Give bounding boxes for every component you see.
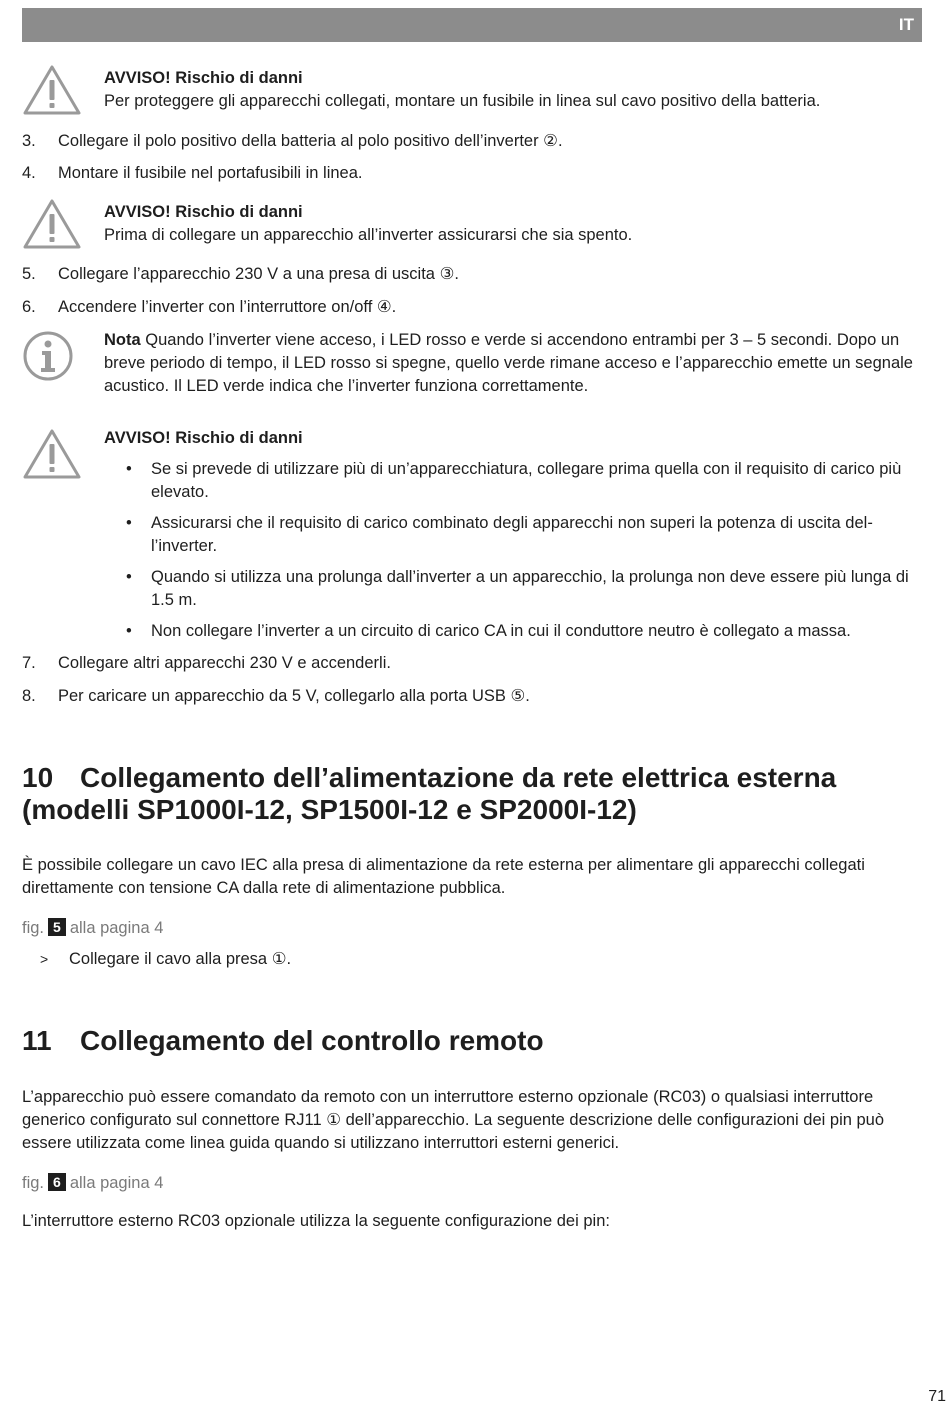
step-number: 3. [22, 132, 36, 150]
section-paragraph: L’apparecchio può essere comandato da remoto con un interruttore esterno opzionale (RC03) o qualsiasi interruttore generico configurato sul connettore RJ11 ① dell’apparecchio. La seguente descrizione delle configurazioni dei pin può essere utilizzata come linea guida quando si utilizzano interruttori esterni generici. [22, 1088, 885, 1152]
step-text: Collegare altri apparecchi 230 V e accenderli. [58, 654, 391, 672]
bullet-text: Non collegare l’inverter a un circuito di carico CA in cui il conduttore neutro è collegato a massa. [151, 622, 851, 640]
warning-icon [22, 198, 82, 250]
warning-text: Per proteggere gli apparecchi collegati, montare un fusibile in linea sul cavo positivo della batteria. [104, 92, 821, 110]
bullet-text: Assicurarsi che il requisito di carico combinato degli apparecchi non superi la potenza di uscita dell’inverter. [151, 514, 873, 555]
note-text: Quando l’inverter viene acceso, i LED rosso e verde si accendono entrambi per 3 – 5 secondi. Dopo un breve periodo di tempo, il LED rosso si spegne, quello verde rimane acceso e l’apparecchio emette un segnale acustico. Il LED verde indica che l’inverter funziona correttamente. [104, 331, 913, 395]
step-number: 7. [22, 654, 36, 672]
figure-prefix: fig. [22, 1174, 45, 1192]
bullet-dot: • [126, 460, 132, 478]
section-number: 10 [22, 762, 54, 793]
action-text: Collegare il cavo alla presa ①. [69, 950, 292, 968]
section-heading-11 [22, 1025, 910, 1057]
bullet-dot: • [126, 622, 132, 640]
warning-block-1 [104, 67, 920, 113]
figure-suffix: alla pagina 4 [69, 1174, 164, 1192]
section-number: 11 [22, 1025, 52, 1056]
section-title: Collegamento dell’alimentazione da rete elettrica esterna (modelli SP1000I-12, SP1500I-12 e SP2000I-12) [22, 762, 837, 825]
language-tag: IT [898, 15, 914, 34]
bullet-dot: • [126, 514, 132, 532]
warning-title: AVVISO! Rischio di danni [104, 429, 303, 447]
warning-icon [22, 428, 82, 480]
step-text: Montare il fusibile nel portafusibili in linea. [58, 164, 363, 182]
figure-suffix: alla pagina 4 [69, 919, 164, 937]
step-number: 4. [22, 164, 36, 182]
warning-text: Prima di collegare un apparecchio all’inverter assicurarsi che sia spento. [104, 226, 633, 244]
note-label: Nota [104, 331, 141, 349]
bullet-text: Se si prevede di utilizzare più di un’apparecchiatura, collegare prima quella con il requisito di carico più elevato. [151, 460, 902, 501]
note-block [104, 329, 920, 398]
section-paragraph: L’interruttore esterno RC03 opzionale utilizza la seguente configurazione dei pin: [22, 1212, 610, 1230]
step-text: Per caricare un apparecchio da 5 V, collegarlo alla porta USB ⑤. [58, 687, 530, 705]
info-icon [22, 330, 74, 382]
page-number: 71 [928, 1388, 946, 1405]
section-title: Collegamento del controllo remoto [80, 1025, 544, 1056]
action-arrow-icon: > [40, 951, 49, 967]
figure-number-badge: 6 [48, 1173, 66, 1191]
step-number: 6. [22, 298, 36, 316]
step-number: 8. [22, 687, 36, 705]
step-text: Collegare l’apparecchio 230 V a una presa di uscita ③. [58, 265, 459, 283]
figure-reference[interactable] [22, 1172, 163, 1195]
warning-block-3 [104, 427, 920, 450]
bullet-text: Quando si utilizza una prolunga dall’inverter a un apparecchio, la prolunga non deve essere più lunga di 1.5 m. [151, 568, 909, 609]
figure-reference[interactable] [22, 917, 163, 940]
header-bar [22, 8, 922, 42]
step-text: Accendere l’inverter con l’interruttore on/off ④. [58, 298, 397, 316]
figure-number-badge: 5 [48, 918, 66, 936]
step-number: 5. [22, 265, 36, 283]
warning-icon [22, 64, 82, 116]
warning-title: AVVISO! Rischio di danni [104, 69, 303, 87]
warning-title: AVVISO! Rischio di danni [104, 203, 303, 221]
section-heading-10 [22, 762, 910, 826]
figure-prefix: fig. [22, 919, 45, 937]
bullet-dot: • [126, 568, 132, 586]
warning-block-2 [104, 201, 920, 247]
section-paragraph: È possibile collegare un cavo IEC alla presa di alimentazione da rete esterna per alimentare gli apparecchi collegati direttamente con tensione CA dalla rete di alimentazione pubblica. [22, 856, 865, 897]
step-text: Collegare il polo positivo della batteria al polo positivo dell’inverter ②. [58, 132, 563, 150]
